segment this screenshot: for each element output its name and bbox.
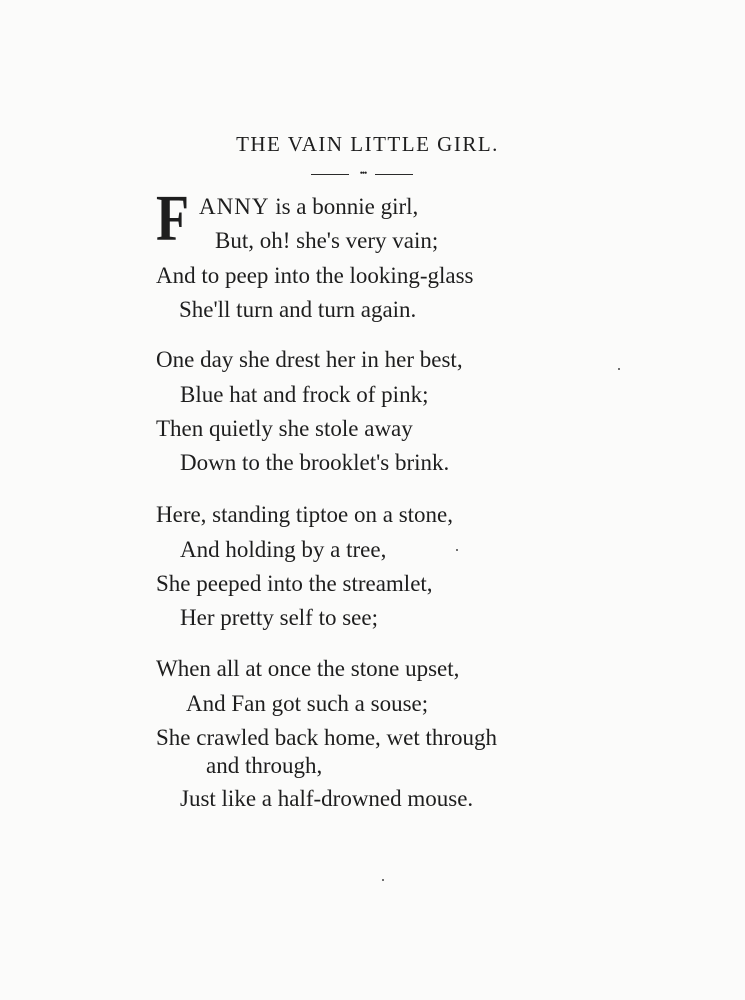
poem-line: Here, standing tiptoe on a stone,	[156, 502, 454, 527]
poem-line: Blue hat and frock of pink;	[180, 382, 429, 407]
poem-line: She'll turn and turn again.	[179, 297, 417, 322]
poem-line: Her pretty self to see;	[180, 605, 378, 630]
ornament-rule-left	[311, 174, 349, 175]
poem-line: When all at once the stone upset,	[156, 656, 460, 681]
poem-line: Down to the brooklet's brink.	[180, 450, 450, 475]
poem-line: One day she drest her in her best,	[156, 347, 463, 372]
poem-line: and through,	[206, 753, 323, 778]
paper-speck	[382, 879, 384, 881]
poem-line: She crawled back home, wet through	[156, 725, 498, 750]
poem-line: Then quietly she stole away	[156, 416, 413, 441]
poem-line: She peeped into the streamlet,	[156, 571, 433, 596]
poem-title: THE VAIN LITTLE GIRL.	[236, 132, 499, 156]
drop-cap: F	[156, 182, 190, 255]
paper-speck	[618, 368, 620, 370]
poem-line: But, oh! she's very vain;	[215, 228, 439, 253]
poem-line: And holding by a tree,	[180, 537, 387, 562]
title-ornament	[311, 168, 413, 178]
ornament-rule-right	[375, 174, 413, 175]
paper-speck	[456, 549, 458, 551]
poem-line	[199, 192, 418, 222]
poem-line: Just like a half-drowned mouse.	[180, 786, 474, 811]
poem-line: And to peep into the looking-glass	[156, 263, 474, 288]
poem-line: And Fan got such a souse;	[186, 691, 429, 716]
poem-line-text: is a bonnie girl,	[275, 194, 419, 219]
first-word-caps: ANNY	[199, 194, 270, 219]
ornament-dots: •••	[359, 168, 367, 178]
